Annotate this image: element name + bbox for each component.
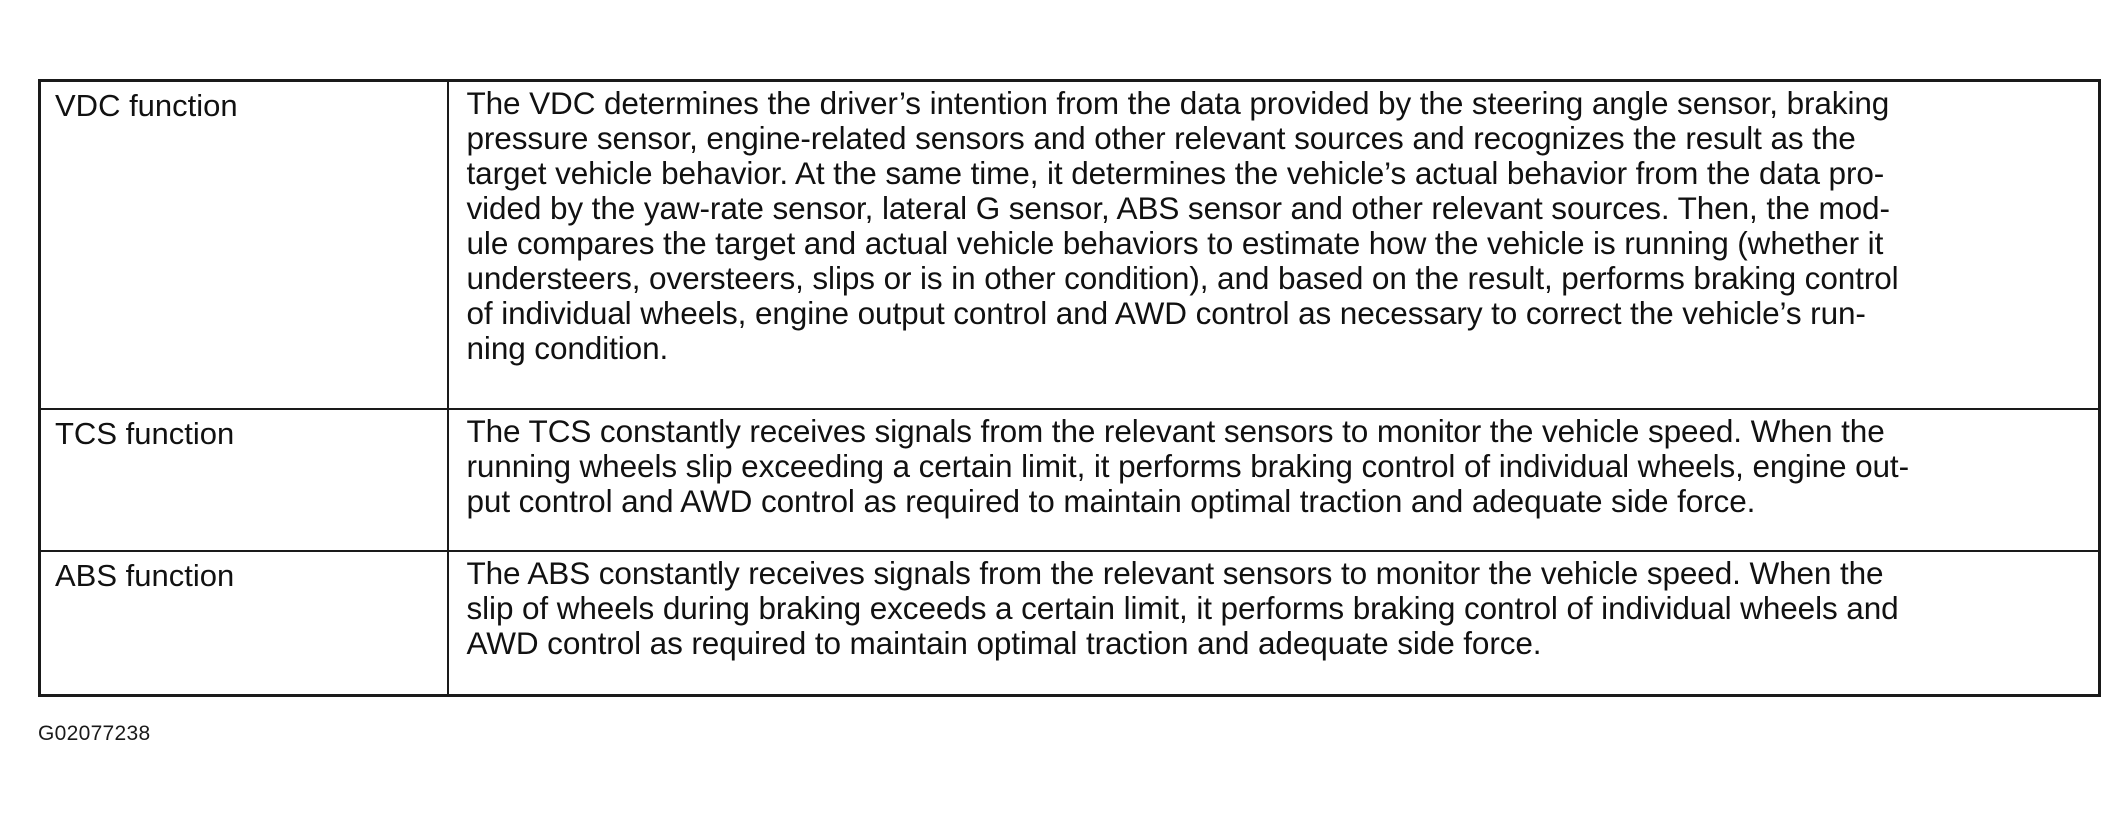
function-name-abs: ABS function bbox=[40, 551, 448, 696]
description-line: pressure sensor, engine-related sensors and other relevant sources and recognizes the result as the bbox=[466, 120, 1856, 156]
description-line: ule compares the target and actual vehicle behaviors to estimate how the vehicle is running (whether it bbox=[466, 225, 1884, 261]
description-line: AWD control as required to maintain optimal traction and adequate side force. bbox=[466, 625, 1542, 661]
description-line: slip of wheels during braking exceeds a certain limit, it performs braking control of individual wheels and bbox=[466, 590, 1899, 626]
description-line: The TCS constantly receives signals from the relevant sensors to monitor the vehicle speed. When the bbox=[466, 413, 1885, 449]
function-name-tcs: TCS function bbox=[40, 409, 448, 551]
description-line: running wheels slip exceeding a certain limit, it performs braking control of individual wheels, engine out- bbox=[466, 448, 1909, 484]
table-row-tcs bbox=[40, 409, 2100, 551]
figure-id: G02077238 bbox=[38, 722, 151, 745]
description-line: ning condition. bbox=[466, 330, 669, 366]
function-name-vdc: VDC function bbox=[40, 81, 448, 410]
table-row-abs bbox=[40, 551, 2100, 696]
function-description-vdc bbox=[448, 81, 2100, 410]
description-line: The ABS constantly receives signals from the relevant sensors to monitor the vehicle speed. When the bbox=[466, 555, 1884, 591]
description-line: The VDC determines the driver’s intention from the data provided by the steering angle sensor, braking bbox=[466, 85, 1890, 121]
function-description-tcs bbox=[448, 409, 2100, 551]
function-description-abs bbox=[448, 551, 2100, 696]
description-line: understeers, oversteers, slips or is in other condition), and based on the result, performs braking control bbox=[466, 260, 1899, 296]
table-row-vdc bbox=[40, 81, 2100, 410]
description-line: put control and AWD control as required to maintain optimal traction and adequate side force. bbox=[466, 483, 1756, 519]
description-line: vided by the yaw-rate sensor, lateral G sensor, ABS sensor and other relevant sources. Then, the mod- bbox=[466, 190, 1890, 226]
description-line: of individual wheels, engine output control and AWD control as necessary to correct the vehicle’s run- bbox=[466, 295, 1866, 331]
function-description-table bbox=[38, 79, 2101, 697]
description-line: target vehicle behavior. At the same time, it determines the vehicle’s actual behavior from the data pro- bbox=[466, 155, 1885, 191]
